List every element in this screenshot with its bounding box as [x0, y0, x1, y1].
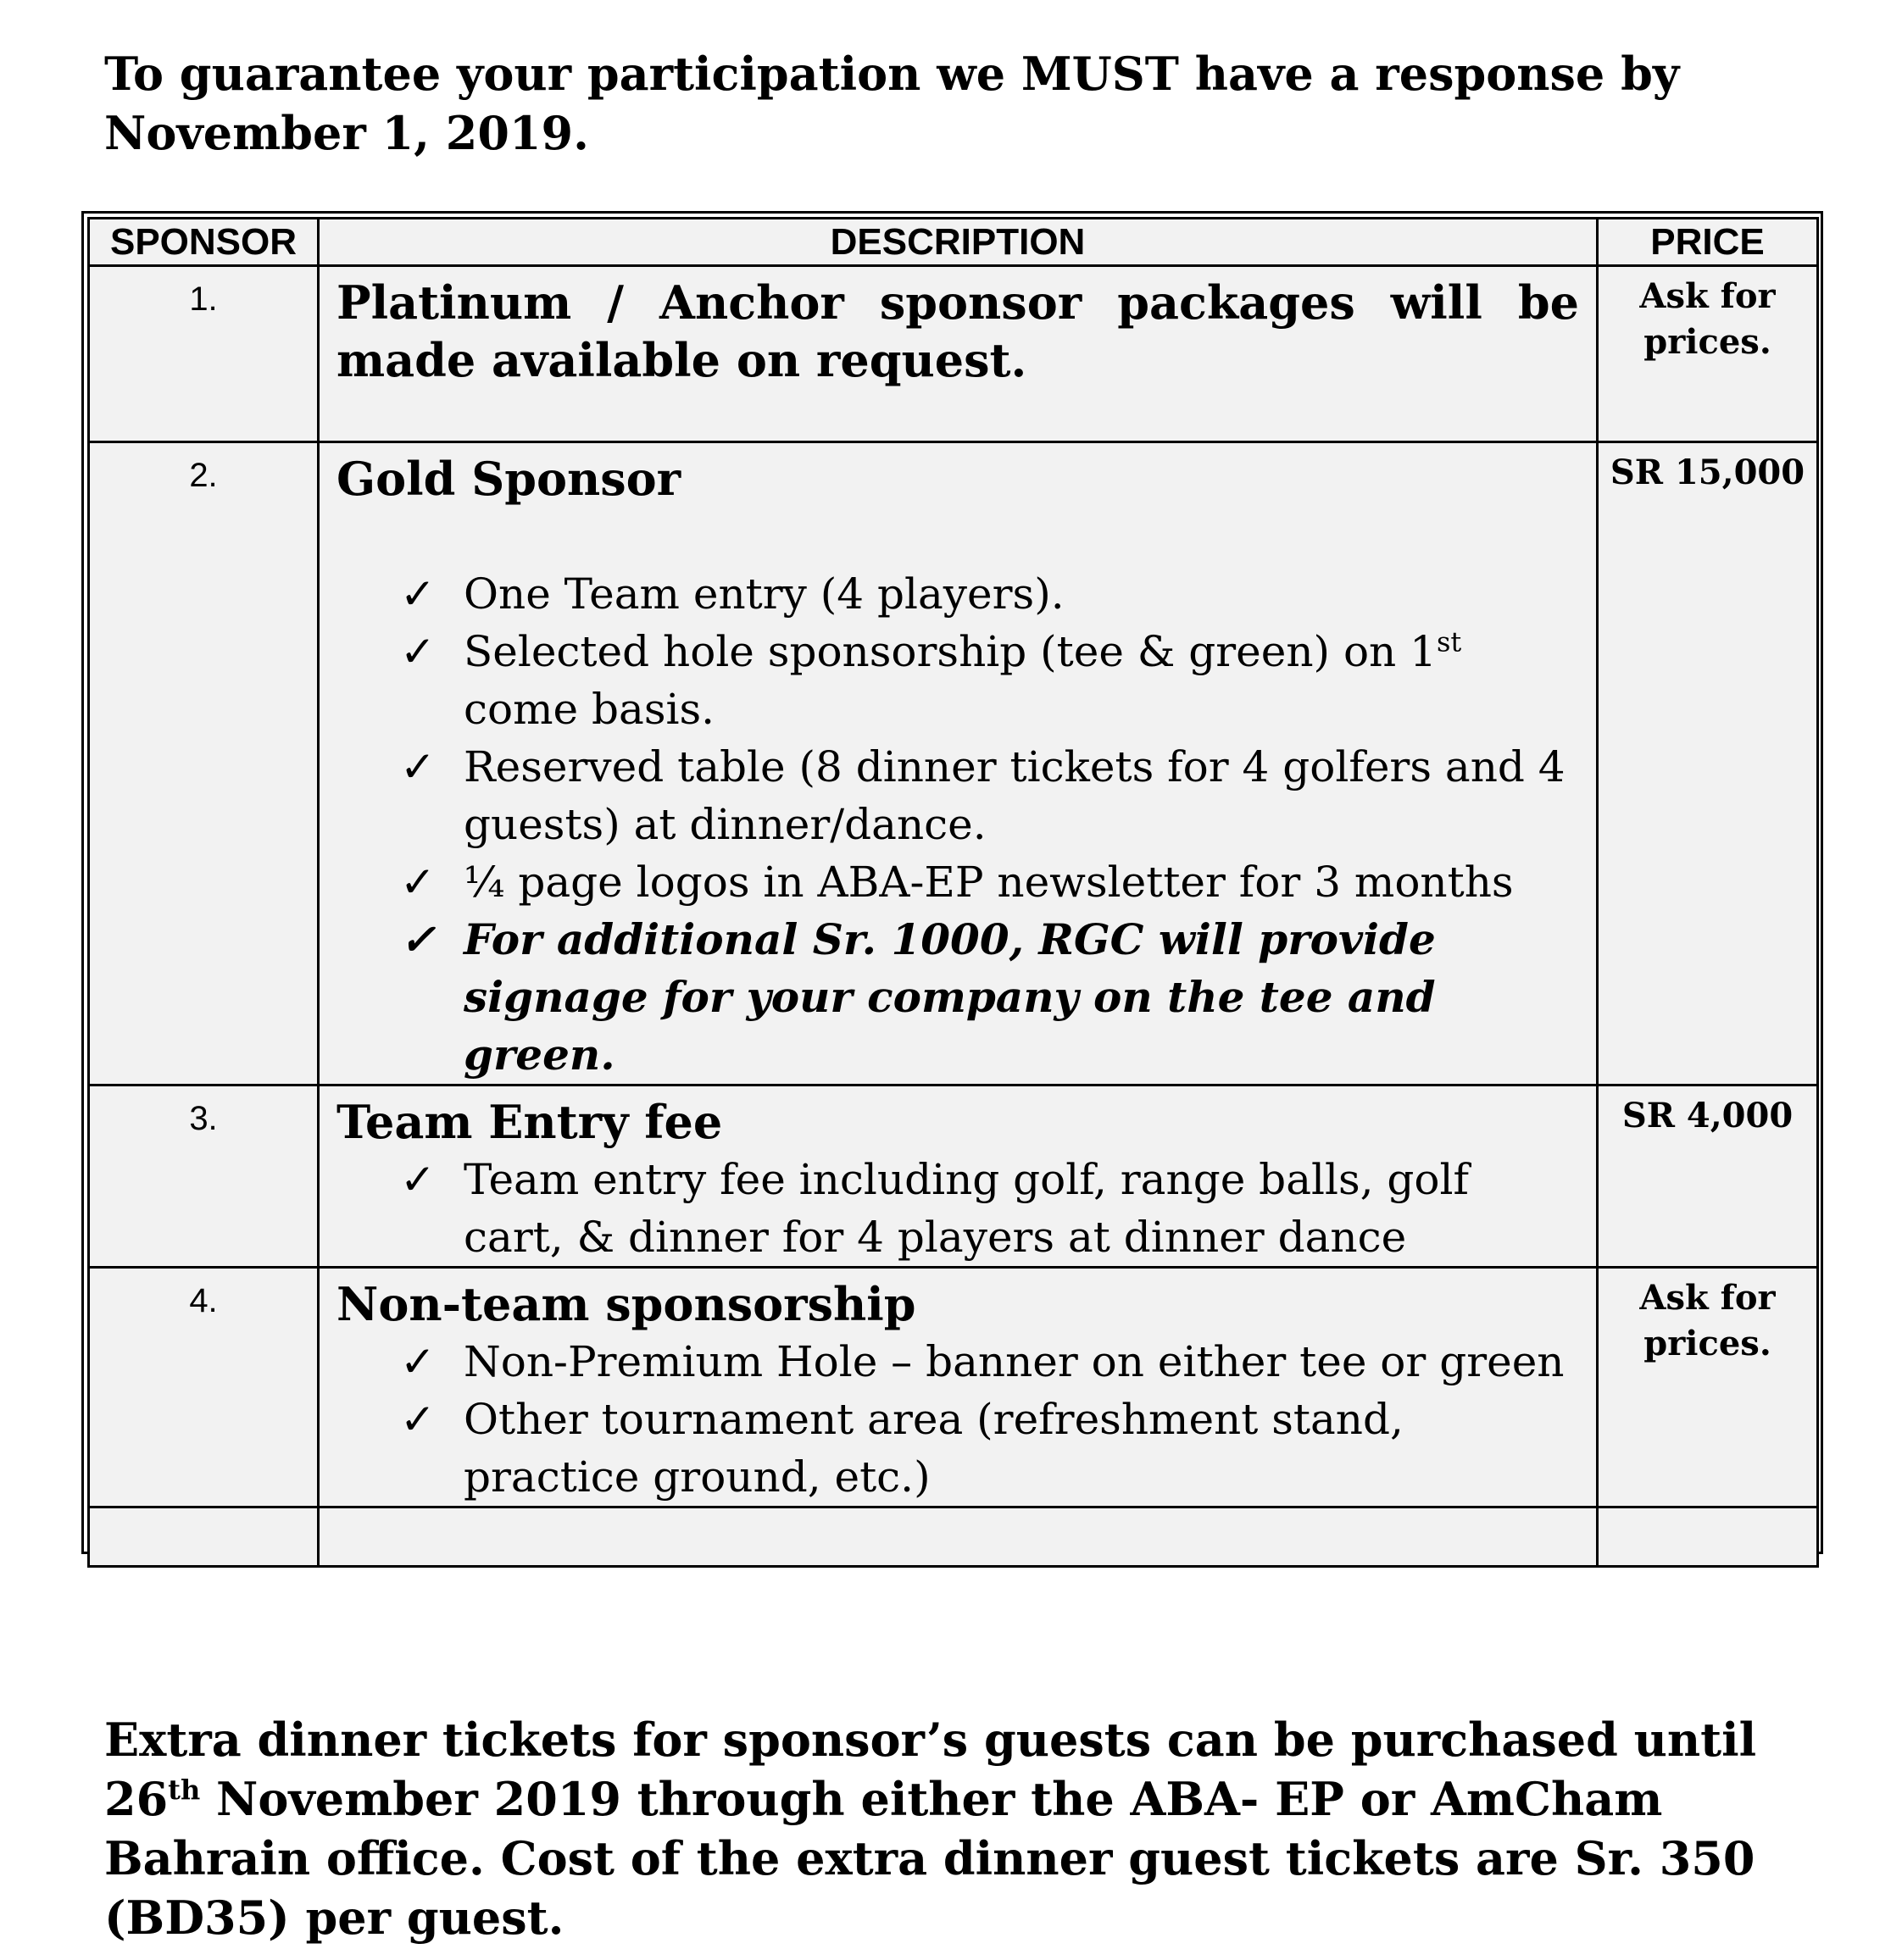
checkmark-icon: ✓ — [400, 1395, 436, 1444]
row-title: Platinum / Anchor sponsor packages will be made available on request. — [336, 275, 1579, 387]
table-row — [89, 1268, 1818, 1507]
checkmark-icon: ✓ — [400, 627, 436, 676]
table-row — [89, 1085, 1818, 1268]
row-description — [319, 1268, 1598, 1507]
footer-note: Extra dinner tickets for sponsor’s guests can be purchased until 26th November 2019 through either the ABA- EP or AmCham Bahrain office. Cost of the extra dinner guest tickets are Sr. 350 (BD35) per guest. — [104, 1713, 1757, 1945]
list-item: ✓ For additional Sr. 1000, RGC will provide signage for your company on the tee and green. — [336, 911, 1579, 1084]
list-item: ✓ Reserved table (8 dinner tickets for 4 golfers and 4 guests) at dinner/dance. — [336, 738, 1579, 853]
checkmark-icon: ✓ — [400, 742, 436, 791]
row-number: 1. — [89, 266, 319, 442]
row-number: 3. — [89, 1085, 319, 1268]
empty-cell — [89, 1507, 319, 1567]
price-line: Ask for — [1639, 276, 1776, 316]
list-item: ✓ ¼ page logos in ABA-EP newsletter for 3 months — [336, 853, 1579, 911]
row-price: SR 4,000 — [1598, 1085, 1818, 1268]
row-description — [319, 1085, 1598, 1268]
table-row — [89, 266, 1818, 442]
row-price — [1598, 1268, 1818, 1507]
row-price — [1598, 266, 1818, 442]
checkmark-icon: ✓ — [400, 858, 436, 907]
row-number: 4. — [89, 1268, 319, 1507]
list-item: ✓ Non-Premium Hole – banner on either tee or green — [336, 1333, 1579, 1391]
price-line: prices. — [1643, 322, 1771, 362]
intro-notice: To guarantee your participation we MUST have a response by November 1, 2019. — [104, 47, 1680, 160]
empty-cell — [1598, 1507, 1818, 1567]
benefit-list — [336, 1151, 1579, 1266]
header-price: PRICE — [1598, 219, 1818, 266]
benefit-list — [336, 565, 1579, 1084]
benefit-list — [336, 1333, 1579, 1506]
row-description — [319, 266, 1598, 442]
checkmark-icon: ✓ — [400, 569, 436, 619]
row-title: Team Entry fee — [336, 1095, 723, 1149]
table-row — [89, 442, 1818, 1085]
list-item: ✓ Selected hole sponsorship (tee & green) on 1st come basis. — [336, 623, 1579, 738]
empty-cell — [319, 1507, 1598, 1567]
sponsorship-table — [81, 211, 1823, 1554]
row-number: 2. — [89, 442, 319, 1085]
header-description: DESCRIPTION — [319, 219, 1598, 266]
price-line: prices. — [1643, 1324, 1771, 1363]
checkmark-icon: ✓ — [400, 1155, 436, 1204]
table-row-empty — [89, 1507, 1818, 1567]
list-item: ✓ Team entry fee including golf, range balls, golf cart, & dinner for 4 players at dinner dance — [336, 1151, 1579, 1266]
header-sponsor: SPONSOR — [89, 219, 319, 266]
row-title: Non-team sponsorship — [336, 1277, 916, 1331]
price-line: Ask for — [1639, 1278, 1776, 1318]
row-title: Gold Sponsor — [336, 452, 681, 506]
list-item: ✓ Other tournament area (refreshment stand, practice ground, etc.) — [336, 1391, 1579, 1506]
checkmark-icon: ✓ — [400, 914, 436, 964]
row-price: SR 15,000 — [1598, 442, 1818, 1085]
list-item: ✓ One Team entry (4 players). — [336, 565, 1579, 623]
row-description — [319, 442, 1598, 1085]
checkmark-icon: ✓ — [400, 1337, 436, 1386]
